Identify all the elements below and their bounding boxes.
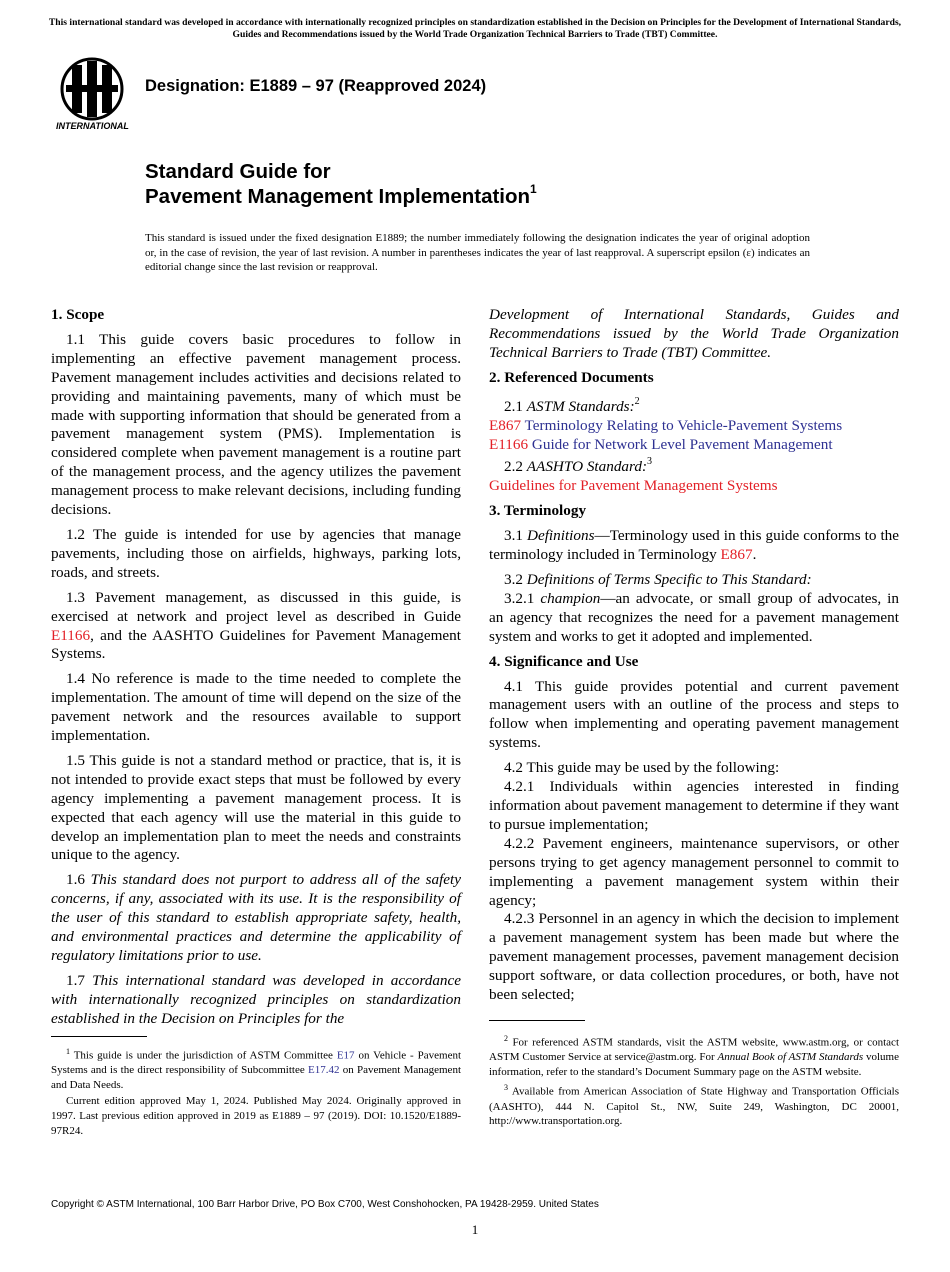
para-1-2: 1.2 The guide is intended for use by agencies that manage pavements, including those on airfields, highways, parking lots, roads, and streets.	[51, 525, 461, 581]
copyright: Copyright © ASTM International, 100 Barr Harbor Drive, PO Box C700, West Conshohocken, PA 19428-2959. United States	[51, 1199, 599, 1210]
para-2-2: 2.2 AASHTO Standard:$^3$	[504, 456, 653, 476]
footnote-rule-right	[489, 1020, 585, 1021]
footnote-3: $^3$ Available from American Association of State Highway and Transportation Officials (AASHTO), 444 N. Capitol St., NW, Suite 249, Washington, DC 20001, http://www.transportation.org.	[489, 1083, 899, 1128]
title-text: Pavement Management Implementation	[145, 184, 531, 208]
para-3-2-1: 3.2.1 champion—an advocate, or small group of advocates, in an agency that recognizes the need for a pavement management system and works to get it adopted and implemented.	[489, 589, 899, 645]
para-4-2-3: 4.2.3 Personnel in an agency in which the decision to implement a pavement management system has been made but where the pavement management processes, pavement management decision support software, or data collection procedures, or both, have not been selected;	[489, 910, 899, 1004]
para-3-1: 3.1 Definitions—Terminology used in this guide conforms to the terminology included in Terminology E867.	[489, 527, 900, 564]
right-column	[489, 306, 899, 1005]
section-3-heading: 3. Terminology	[489, 502, 587, 520]
link-e867[interactable]: E867	[720, 546, 753, 564]
designation: Designation: E1889 – 97 (Reapproved 2024)	[145, 77, 487, 95]
para-1-7-continued: Development of International Standards, Guides and Recommendations issued by the World Trade Organization Technical Barriers to Trade (TBT) Committee.	[489, 306, 899, 361]
footnotes-left	[51, 1045, 461, 1138]
left-column	[51, 306, 461, 1029]
logo-text: INTERNATIONAL	[56, 121, 129, 131]
reference-e1166[interactable]: E1166 Guide for Network Level Pavement Management	[489, 435, 833, 453]
para-1-1: 1.1 This guide covers basic procedures to follow in implementing an effective pavement management process. Pavement management includes activities and decisions related to providing and maintaining pavements, many of which must be made with supporting information that should be generated from a pavement management system (PMS). Implementation is considered complete when pavement management is a routine part of the management process, and the agency utilizes the pavement management process to make relevant decisions, including funding decisions.	[51, 330, 461, 519]
para-4-2: 4.2 This guide may be used by the following:	[504, 759, 780, 777]
footnote-1-edition: Current edition approved May 1, 2024. Published May 2024. Originally approved in 1997. Last previous edition approved in 2019 as E1889 – 97 (2019). DOI: 10.1520/E1889-97R24.	[51, 1095, 461, 1137]
footnote-2: $^2$ For referenced ASTM standards, visit the ASTM website, www.astm.org, or contact ASTM Customer Service at service@astm.org. For Annual Book of ASTM Standards volume information, refer to the standard’s Document Summary page on the ASTM website.	[489, 1034, 899, 1078]
section-1-heading: 1. Scope	[51, 306, 105, 323]
issued-note: This standard is issued under the fixed designation E1889; the number immediately following the designation indicates the year of original adoption or, in the case of revision, the year of last revision. A number in parentheses indicates the year of last reapproval. A superscript epsilon (ε) indicates an editorial change since the last revision or reapproval.	[145, 232, 810, 274]
para-1-3: 1.3 Pavement management, as discussed in this guide, is exercised at network and project level as described in Guide E1166, and the AASHTO Guidelines for Pavement Management Systems.	[51, 588, 461, 663]
link-e17-42[interactable]: E17.42	[307, 1064, 340, 1077]
reference-e867[interactable]: E867 Terminology Relating to Vehicle-Pavement Systems	[489, 416, 843, 434]
para-1-5: 1.5 This guide is not a standard method or practice, that is, it is not intended to provide exact steps that must be followed by every agency implementing a pavement management process. It is expected that each agency will use the material in this guide to develop an implementation plan to meet the needs and constraints unique to the agency.	[51, 751, 461, 864]
para-4-2-2: 4.2.2 Pavement engineers, maintenance supervisors, or other persons trying to get agency management personnel to commit to implementing a pavement management system within their agency;	[489, 834, 899, 909]
footnote-1: $^1$ This guide is under the jurisdiction of ASTM Committee E17 on Vehicle - Pavement Systems and is the direct responsibility of Subcommittee E17.42 on Pavement Management and Data Needs.	[51, 1047, 462, 1091]
para-4-1: 4.1 This guide provides potential and current pavement management users with an outline of the process and steps to follow when implementing and operating pavement management systems.	[489, 677, 899, 752]
title-line-2	[145, 184, 537, 209]
para-4-2-1: 4.2.1 Individuals within agencies interested in finding information about pavement management to determine if they want to pursue implementation;	[489, 778, 899, 833]
title-line-1: Standard Guide for	[145, 160, 331, 183]
para-2-1: 2.1 ASTM Standards:$^2$	[504, 395, 640, 415]
reference-aashto[interactable]: Guidelines for Pavement Management Systems	[489, 477, 778, 495]
top-note: This international standard was developed in accordance with internationally recognized principles on standardization established in the Decision on Principles for the Development of International Standards, Guides and Recommendations issued by the World Trade Organization Technical Barriers to Trade (TBT) Committee.	[48, 17, 902, 40]
section-2-heading: 2. Referenced Documents	[489, 368, 654, 386]
section-4-heading: 4. Significance and Use	[489, 652, 639, 670]
link-e1166[interactable]: E1166	[51, 626, 91, 644]
footnote-rule-left	[51, 1036, 147, 1037]
link-e17[interactable]: E17	[336, 1049, 355, 1062]
para-3-2: 3.2 Definitions of Terms Specific to This Standard:	[504, 571, 812, 588]
footnotes-right	[489, 1032, 899, 1129]
para-1-7: 1.7 This international standard was developed in accordance with internationally recognized principles on standardization established in the Decision on Principles for the	[51, 971, 462, 1027]
para-1-4: 1.4 No reference is made to the time needed to complete the implementation. The amount of time will depend on the size of the pavement network and the resources available to support implementation.	[51, 670, 461, 745]
astm-logo	[52, 55, 136, 133]
title-footnote-mark: 1	[530, 182, 537, 196]
page-number: 1	[471, 1222, 479, 1237]
para-1-6: 1.6 This standard does not purport to address all of the safety concerns, if any, associated with its use. It is the responsibility of the user of this standard to establish appropriate safety, health, and environmental practices and determine the applicability of regulatory limitations prior to use.	[51, 871, 462, 964]
